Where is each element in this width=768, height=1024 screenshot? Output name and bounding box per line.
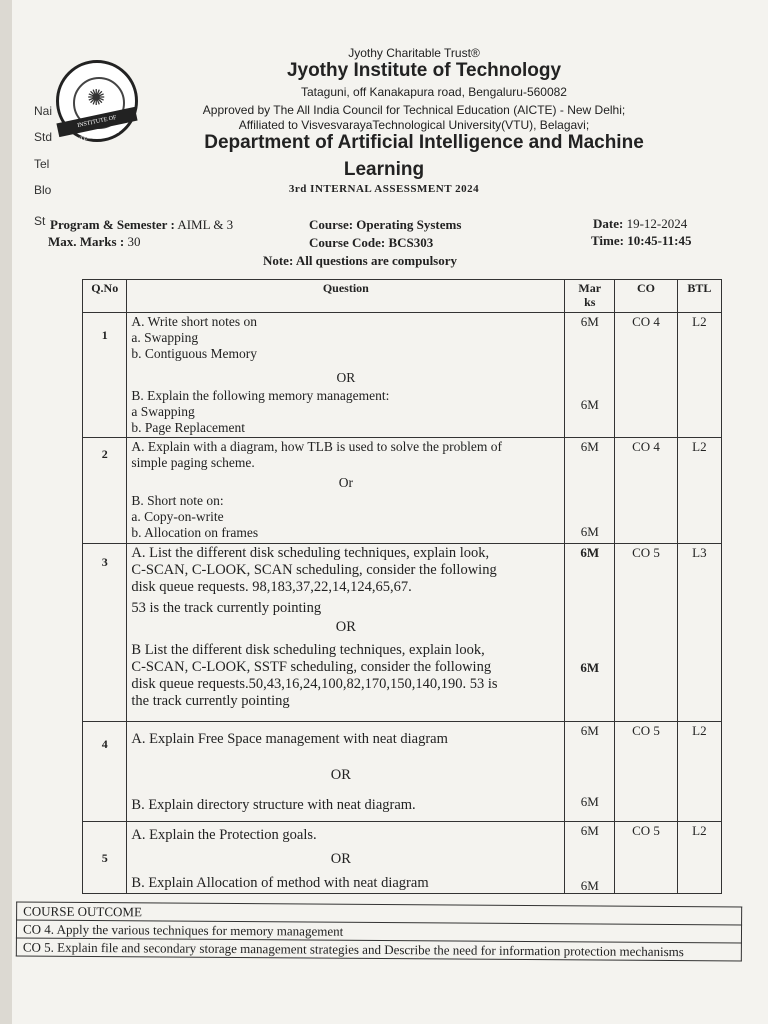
- question-number-text: 5: [101, 851, 108, 865]
- question-number-text: 4: [101, 737, 108, 751]
- question-line: A. Explain the Protection goals.: [131, 827, 317, 843]
- marks-b: 6M: [580, 660, 600, 675]
- marks-cell: [565, 544, 615, 722]
- question-number-text: 2: [101, 447, 108, 461]
- marks-a: 6M: [580, 545, 600, 560]
- table-row: [83, 313, 722, 438]
- marks-b: 6M: [580, 524, 599, 539]
- table-row: [83, 544, 722, 722]
- date-value: 19-12-2024: [626, 216, 688, 231]
- question-line: b. Contiguous Memory: [131, 346, 258, 361]
- question-line: a Swapping: [131, 404, 195, 419]
- question-line: B. Explain Allocation of method with neat diagram: [131, 875, 429, 891]
- co-cell: CO 4: [615, 313, 678, 438]
- table-row: [83, 722, 722, 822]
- course-outcome-table: [16, 901, 742, 961]
- department-name: Department of Artificial Intelligence and Machine: [204, 132, 644, 153]
- torch-icon: ✺: [87, 85, 106, 110]
- marks-cell: [565, 722, 615, 822]
- question-line: B. Short note on:: [131, 493, 224, 508]
- program-value: AIML & 3: [177, 217, 234, 232]
- question-text: [127, 544, 565, 722]
- marks-a: 6M: [580, 439, 599, 454]
- co-cell: CO 5: [615, 544, 678, 722]
- question-line: C-SCAN, C-LOOK, SSTF scheduling, consider the following: [131, 659, 492, 675]
- assessment-title: 3rd INTERNAL ASSESSMENT 2024: [288, 183, 480, 195]
- institute-name: Jyothy Institute of Technology: [286, 60, 562, 81]
- question-line: B. Explain directory structure with neat diagram.: [131, 797, 416, 813]
- or-separator: Or: [338, 475, 353, 490]
- time-label: Time:: [591, 233, 624, 248]
- affiliation-line: Affiliated to VisvesvarayaTechnological University(VTU), Belagavi;: [238, 118, 590, 132]
- btl-cell: L2: [677, 438, 721, 544]
- program-semester: [50, 217, 233, 233]
- table-row: [83, 438, 722, 544]
- approval-line: Approved by The All India Council for Technical Education (AICTE) - New Delhi;: [202, 103, 626, 117]
- header-qno: Q.No: [83, 280, 127, 313]
- header-marks: [565, 280, 615, 313]
- course-label: Course:: [309, 217, 354, 232]
- course: [309, 217, 461, 233]
- max-marks-value: 30: [127, 234, 141, 249]
- marks-b: 6M: [580, 794, 599, 809]
- question-number: [83, 544, 127, 722]
- question-line: C-SCAN, C-LOOK, SCAN scheduling, consider the following: [131, 562, 497, 578]
- question-line: b. Page Replacement: [131, 420, 245, 435]
- marks-b: 6M: [580, 397, 599, 412]
- program-label: Program & Semester :: [50, 217, 175, 232]
- btl-cell: L3: [677, 544, 721, 722]
- question-line: simple paging scheme.: [131, 455, 255, 470]
- question-table: [82, 279, 722, 894]
- question-line: a. Swapping: [131, 330, 199, 345]
- co-cell: CO 5: [615, 722, 678, 822]
- course-outcome-item: CO 4. Apply the various techniques for memory management: [16, 920, 741, 943]
- course-outcome-item: CO 5. Explain file and secondary storage management strategies and Describe the need for information protection mechanisms: [16, 938, 741, 961]
- question-line: disk queue requests.50,43,16,24,100,82,170,150,140,190. 53 is: [131, 676, 498, 692]
- question-line: A. Explain Free Space management with neat diagram: [131, 731, 448, 747]
- course-code-value: BCS303: [388, 235, 434, 250]
- background-sheet-stub: Std: [34, 130, 53, 144]
- institute-address: Tataguni, off Kanakapura road, Bengaluru-560082: [301, 85, 567, 99]
- marks-b: 6M: [580, 878, 599, 893]
- exam-date: [593, 216, 687, 232]
- marks-a: 6M: [580, 723, 599, 738]
- question-number-text: 3: [101, 555, 108, 569]
- question-line: a. Copy-on-write: [131, 509, 224, 524]
- background-sheet-stub: Nai: [34, 104, 53, 118]
- question-number-text: 1: [101, 328, 108, 342]
- question-line: A. Explain with a diagram, how TLB is used to solve the problem of: [131, 439, 502, 454]
- logo-band: INSTITUTE OF TECHNOLOGY: [56, 107, 137, 137]
- max-marks-label: Max. Marks :: [48, 234, 125, 249]
- marks-cell: [565, 438, 615, 544]
- course-code: [309, 235, 433, 251]
- marks-cell: [565, 822, 615, 894]
- course-code-label: Course Code:: [309, 235, 386, 250]
- department-name-cont: Learning: [343, 159, 425, 180]
- question-text: [127, 822, 565, 894]
- course-outcome-title: COURSE OUTCOME: [17, 902, 742, 925]
- or-separator: OR: [330, 767, 351, 783]
- time-value: 10:45-11:45: [627, 233, 692, 248]
- question-line: b. Allocation on frames: [131, 525, 259, 540]
- header-co: CO: [615, 280, 678, 313]
- or-separator: OR: [330, 851, 351, 867]
- background-sheet-stub: Tel: [34, 157, 50, 171]
- question-line: A. List the different disk scheduling techniques, explain look,: [131, 545, 490, 561]
- question-line: the track currently pointing: [131, 693, 290, 709]
- marks-a: 6M: [580, 314, 599, 329]
- question-line: disk queue requests. 98,183,37,22,14,124,65,67.: [131, 579, 412, 595]
- instructions-note: Note: All questions are compulsory: [262, 253, 458, 268]
- background-sheet-stub: St: [34, 214, 46, 228]
- btl-cell: L2: [677, 722, 721, 822]
- max-marks: [48, 234, 140, 250]
- question-text: [127, 722, 565, 822]
- question-line: B List the different disk scheduling techniques, explain look,: [131, 642, 485, 658]
- co-cell: CO 5: [615, 822, 678, 894]
- trust-name: Jyothy Charitable Trust®: [348, 46, 480, 60]
- header-marks-label: Marks: [578, 281, 602, 309]
- course-value: Operating Systems: [356, 217, 462, 232]
- or-separator: OR: [335, 619, 356, 635]
- header-question: Question: [127, 280, 565, 313]
- question-number: [83, 438, 127, 544]
- question-number: [83, 313, 127, 438]
- question-text: [127, 438, 565, 544]
- background-sheet-stub: Blo: [34, 183, 52, 197]
- marks-cell: [565, 313, 615, 438]
- date-label: Date:: [593, 216, 624, 231]
- or-separator: OR: [336, 370, 356, 385]
- question-number: [83, 822, 127, 894]
- btl-cell: L2: [677, 822, 721, 894]
- table-row: [83, 822, 722, 894]
- question-line: 53 is the track currently pointing: [131, 600, 322, 616]
- question-line: B. Explain the following memory management:: [131, 388, 390, 403]
- co-cell: CO 4: [615, 438, 678, 544]
- question-text: [127, 313, 565, 438]
- btl-cell: L2: [677, 313, 721, 438]
- table-header-row: [83, 280, 722, 313]
- header-btl: BTL: [677, 280, 721, 313]
- question-number: [83, 722, 127, 822]
- marks-a: 6M: [580, 823, 599, 838]
- exam-time: [591, 233, 692, 249]
- question-line: A. Write short notes on: [131, 314, 257, 329]
